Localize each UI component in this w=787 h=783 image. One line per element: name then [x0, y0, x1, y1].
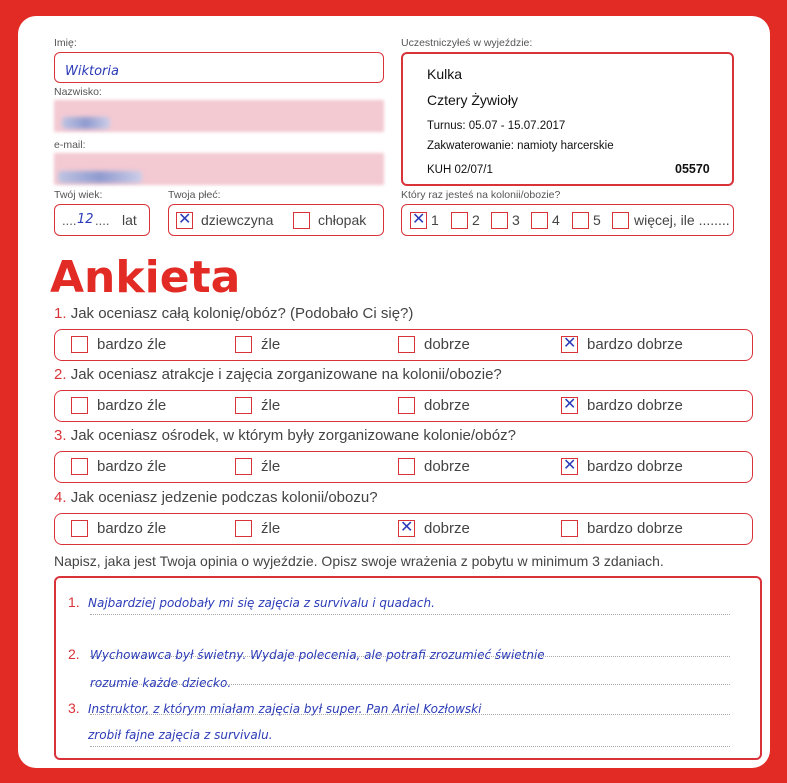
times-checkbox-5[interactable]: [572, 212, 589, 229]
survey-title: Ankieta: [50, 252, 241, 303]
times-option-3: 3: [512, 212, 520, 228]
rating-checkbox[interactable]: [561, 458, 578, 475]
answer-box-3: [54, 451, 753, 483]
name-field[interactable]: [54, 52, 384, 83]
answer-line: [90, 614, 730, 615]
email-label: e-mail:: [54, 139, 86, 151]
answer-number-1: 1.: [68, 594, 80, 610]
answer-box-2: [54, 390, 753, 422]
gender-label: Twoja płeć:: [168, 189, 221, 201]
age-suffix-dots: ....: [95, 213, 110, 228]
times-checkbox-more[interactable]: [612, 212, 629, 229]
question-2: [54, 366, 502, 383]
rating-checkbox[interactable]: [71, 397, 88, 414]
question-number: 3.: [54, 427, 67, 444]
question-number: 4.: [54, 489, 67, 506]
rating-checkbox[interactable]: [561, 397, 578, 414]
rating-option-label: źle: [261, 458, 281, 475]
age-unit: lat: [122, 212, 137, 228]
age-label: Twój wiek:: [54, 189, 103, 201]
gender-checkbox-girl[interactable]: [176, 212, 193, 229]
rating-checkbox[interactable]: [398, 336, 415, 353]
times-option-more: więcej, ile ........: [634, 212, 730, 228]
times-checkbox-1[interactable]: [410, 212, 427, 229]
trip-line1: Kulka: [427, 66, 463, 82]
question-1: [54, 305, 413, 322]
question-3: [54, 427, 516, 444]
gender-checkbox-boy[interactable]: [293, 212, 310, 229]
rating-checkbox[interactable]: [235, 397, 252, 414]
times-checkbox-4[interactable]: [531, 212, 548, 229]
surname-redacted: [62, 117, 110, 129]
surname-label: Nazwisko:: [54, 86, 102, 98]
trip-zakwaterowanie: Zakwaterowanie: namioty harcerskie: [427, 140, 614, 152]
rating-checkbox[interactable]: [71, 458, 88, 475]
question-text: Jak oceniasz atrakcje i zajęcia zorganizowane na kolonii/obozie?: [70, 366, 502, 383]
rating-option-label: bardzo źle: [97, 520, 167, 537]
answer-number-2: 2.: [68, 646, 80, 662]
rating-option-label: bardzo dobrze: [587, 458, 683, 475]
trip-line2: Cztery Żywioły: [427, 92, 519, 108]
question-text: Jak oceniasz całą kolonię/obóz? (Podobało Ci się?): [70, 305, 414, 322]
trip-turnus: Turnus: 05.07 - 15.07.2017: [427, 120, 566, 132]
rating-checkbox[interactable]: [398, 397, 415, 414]
name-value: Wiktoria: [65, 64, 119, 79]
gender-option-girl: dziewczyna: [201, 212, 274, 228]
answer-2-line-2: rozumie każde dziecko.: [90, 676, 232, 690]
answer-box-4: [54, 513, 753, 545]
answer-3-line-2: zrobił fajne zajęcia z survivalu.: [88, 728, 273, 742]
times-checkbox-3[interactable]: [491, 212, 508, 229]
answer-1-line-1: Najbardziej podobały mi się zajęcia z survivalu i quadach.: [88, 596, 435, 610]
answer-2-line-1: Wychowawca był świetny. Wydaje polecenia, ale potrafi zrozumieć świetnie: [90, 648, 545, 662]
rating-option-label: dobrze: [424, 458, 470, 475]
rating-checkbox[interactable]: [561, 336, 578, 353]
rating-option-label: źle: [261, 336, 281, 353]
answer-line: [90, 746, 730, 747]
times-checkbox-2[interactable]: [451, 212, 468, 229]
times-option-4: 4: [552, 212, 560, 228]
rating-option-label: dobrze: [424, 336, 470, 353]
rating-option-label: bardzo źle: [97, 458, 167, 475]
question-text: Jak oceniasz jedzenie podczas kolonii/obozu?: [70, 489, 378, 506]
age-field[interactable]: [54, 204, 150, 236]
email-redacted: [58, 171, 142, 183]
age-prefix: ....: [62, 213, 77, 228]
rating-option-label: dobrze: [424, 520, 470, 537]
age-value: 12: [77, 212, 94, 227]
times-label: Który raz jesteś na kolonii/obozie?: [401, 189, 561, 201]
question-number: 1.: [54, 305, 67, 322]
answer-box-1: [54, 329, 753, 361]
rating-option-label: bardzo źle: [97, 336, 167, 353]
answer-3-line-1: Instruktor, z którym miałam zajęcia był super. Pan Ariel Kozłowski: [88, 702, 482, 716]
rating-checkbox[interactable]: [398, 520, 415, 537]
rating-checkbox[interactable]: [71, 520, 88, 537]
rating-option-label: bardzo dobrze: [587, 520, 683, 537]
trip-code: KUH 02/07/1: [427, 164, 493, 176]
question-text: Jak oceniasz ośrodek, w którym były zorganizowane kolonie/obóz?: [70, 427, 516, 444]
gender-option-boy: chłopak: [318, 212, 367, 228]
rating-checkbox[interactable]: [235, 520, 252, 537]
times-option-5: 5: [593, 212, 601, 228]
times-field: [401, 204, 734, 236]
rating-option-label: źle: [261, 520, 281, 537]
times-option-2: 2: [472, 212, 480, 228]
rating-option-label: bardzo źle: [97, 397, 167, 414]
rating-checkbox[interactable]: [71, 336, 88, 353]
rating-option-label: źle: [261, 397, 281, 414]
trip-number: 05570: [675, 162, 710, 176]
trip-label: Uczestniczyłeś w wyjeździe:: [401, 37, 533, 49]
rating-option-label: bardzo dobrze: [587, 336, 683, 353]
survey-sheet: [18, 16, 770, 768]
rating-checkbox[interactable]: [561, 520, 578, 537]
opinion-prompt: Napisz, jaka jest Twoja opinia o wyjeździe. Opisz swoje wrażenia z pobytu w minimum 3 zdaniach.: [54, 553, 664, 569]
times-option-1: 1: [431, 212, 439, 228]
rating-option-label: bardzo dobrze: [587, 397, 683, 414]
question-4: [54, 489, 378, 506]
rating-checkbox[interactable]: [398, 458, 415, 475]
question-number: 2.: [54, 366, 67, 383]
rating-option-label: dobrze: [424, 397, 470, 414]
gender-field: [168, 204, 384, 236]
name-label: Imię:: [54, 37, 77, 49]
answer-number-3: 3.: [68, 700, 80, 716]
trip-box: [401, 52, 734, 186]
rating-checkbox[interactable]: [235, 336, 252, 353]
rating-checkbox[interactable]: [235, 458, 252, 475]
